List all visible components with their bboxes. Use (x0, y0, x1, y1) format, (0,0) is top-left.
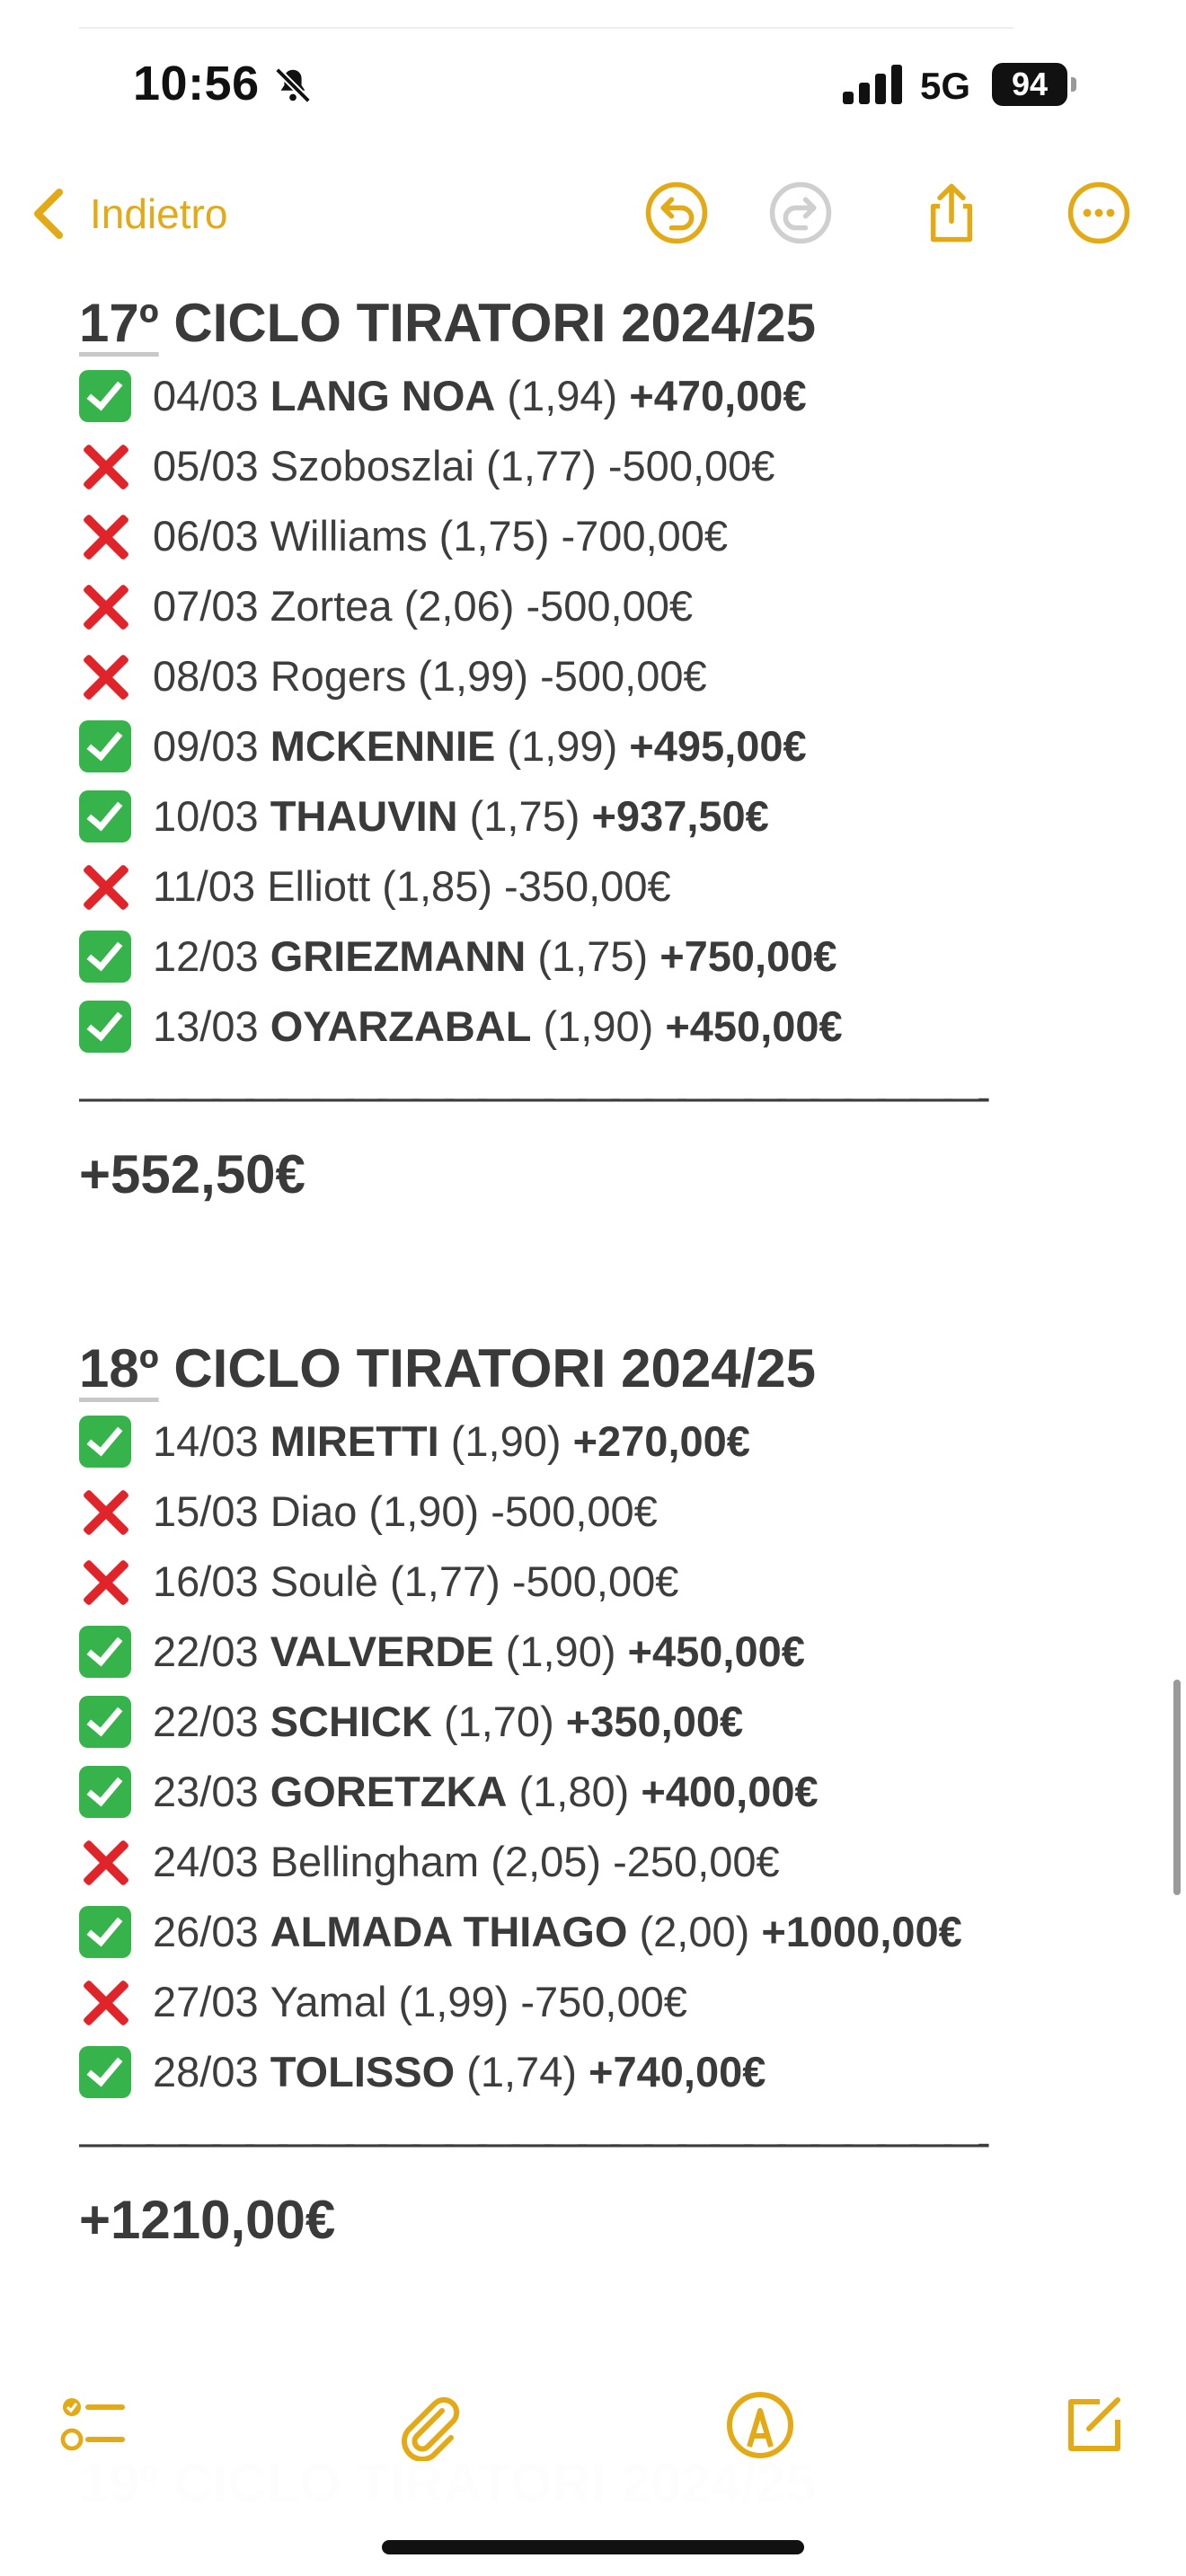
bet-date: 06/03 (153, 512, 259, 560)
silent-bell-icon (272, 65, 314, 106)
cycle-divider: ———————————————————————————- (79, 1072, 982, 1120)
check-mark-icon (79, 1416, 131, 1468)
chevron-left-icon (32, 187, 65, 241)
bet-odds: (1,90) (368, 1487, 480, 1535)
status-time: 10:56 (133, 57, 260, 110)
bet-entry-row (79, 922, 1139, 992)
bet-date: 27/03 (153, 1978, 259, 2025)
navigation-bar (0, 171, 1186, 251)
check-mark-icon (79, 931, 131, 983)
bet-entry-row (79, 1687, 1139, 1757)
bet-entry-row (79, 1407, 1139, 1477)
bet-entry-row (79, 711, 1139, 781)
bet-date: 12/03 (153, 932, 259, 980)
bet-odds: (1,70) (443, 1698, 554, 1745)
bet-date: 22/03 (153, 1628, 259, 1675)
bet-player: GORETZKA (270, 1768, 508, 1815)
cross-mark-icon (79, 440, 131, 492)
bet-date: 05/03 (153, 442, 259, 490)
note-body[interactable] (79, 286, 1139, 2263)
undo-icon[interactable] (643, 180, 710, 246)
bet-entry-row (79, 1827, 1139, 1897)
bet-date: 10/03 (153, 792, 259, 840)
bet-date: 08/03 (153, 652, 259, 700)
bet-date: 22/03 (153, 1698, 259, 1745)
attachment-icon[interactable] (392, 2389, 464, 2461)
bet-player: Williams (270, 512, 428, 560)
cross-mark-icon (79, 1556, 131, 1608)
bet-odds: (1,80) (518, 1768, 630, 1815)
bet-odds: (1,99) (418, 652, 529, 700)
check-mark-icon (79, 2046, 131, 2098)
cross-mark-icon (79, 1486, 131, 1538)
bet-player: VALVERDE (270, 1628, 494, 1675)
bet-odds: (2,00) (639, 1908, 750, 1955)
home-indicator[interactable] (382, 2540, 804, 2554)
bet-result: +400,00€ (641, 1768, 819, 1815)
bet-result: -700,00€ (561, 512, 729, 560)
status-bar (0, 0, 1186, 171)
bet-entry-row (79, 992, 1139, 1062)
bet-result: -500,00€ (540, 652, 707, 700)
bet-result: +450,00€ (627, 1628, 805, 1675)
bet-odds: (1,94) (507, 372, 618, 419)
bet-date: 04/03 (153, 372, 259, 419)
bet-player: TOLISSO (270, 2048, 456, 2095)
bet-odds: (1,90) (450, 1417, 562, 1465)
bet-result: -750,00€ (520, 1978, 687, 2025)
bet-odds: (1,75) (537, 932, 649, 980)
bet-result: +740,00€ (589, 2048, 766, 2095)
scrolled-content-edge (79, 27, 1013, 29)
bet-result: -500,00€ (491, 1487, 658, 1535)
cross-mark-icon (79, 1836, 131, 1888)
bet-player: SCHICK (270, 1698, 432, 1745)
bet-player: Diao (270, 1487, 358, 1535)
share-icon[interactable] (918, 180, 985, 246)
bet-player: MCKENNIE (270, 722, 496, 770)
bet-odds: (2,05) (491, 1838, 602, 1885)
bet-date: 09/03 (153, 722, 259, 770)
bet-result: +470,00€ (629, 372, 807, 419)
cycle-divider: ———————————————————————————- (79, 2118, 982, 2166)
network-type: 5G (920, 65, 971, 107)
check-mark-icon (79, 370, 131, 422)
cross-mark-icon (79, 580, 131, 632)
check-mark-icon (79, 720, 131, 772)
bet-entry-row (79, 1547, 1139, 1617)
bet-entry-row (79, 851, 1139, 922)
bet-date: 11/03 (153, 862, 256, 910)
markup-pen-icon[interactable] (724, 2389, 796, 2461)
check-mark-icon (79, 1906, 131, 1958)
bet-result: -250,00€ (613, 1838, 780, 1885)
cross-mark-icon (79, 1976, 131, 2028)
bet-player: LANG NOA (270, 372, 496, 419)
bet-entry-row (79, 1477, 1139, 1547)
bet-date: 23/03 (153, 1768, 259, 1815)
back-button[interactable] (32, 187, 227, 241)
bet-result: -500,00€ (607, 442, 775, 490)
bet-entry-row (79, 2037, 1139, 2107)
bet-date: 14/03 (153, 1417, 259, 1465)
bet-result: +350,00€ (565, 1698, 744, 1745)
bet-odds: (1,99) (398, 1978, 509, 2025)
cross-mark-icon (79, 510, 131, 562)
cycle-total: +552,50€ (79, 1144, 305, 1204)
bet-odds: (2,06) (403, 582, 515, 630)
bet-entry-row (79, 1897, 1139, 1967)
battery-nub (1071, 77, 1076, 92)
bet-result: +937,50€ (591, 792, 769, 840)
cross-mark-icon (79, 860, 131, 913)
bet-player: GRIEZMANN (270, 932, 527, 980)
bet-entry-row (79, 361, 1139, 431)
back-label: Indietro (90, 190, 228, 237)
check-mark-icon (79, 1626, 131, 1678)
bet-odds: (1,74) (466, 2048, 577, 2095)
bet-player: OYARZABAL (270, 1002, 532, 1050)
redo-icon[interactable] (767, 180, 834, 246)
bet-odds: (1,90) (505, 1628, 616, 1675)
bet-odds: (1,85) (382, 862, 492, 910)
bet-player: Rogers (270, 652, 407, 700)
bet-entry-row (79, 1757, 1139, 1827)
bet-player: Elliott (267, 862, 371, 910)
check-mark-icon (79, 1001, 131, 1053)
cycle-heading (79, 286, 1139, 361)
bet-player: MIRETTI (270, 1417, 439, 1465)
bet-player: ALMADA THIAGO (270, 1908, 628, 1955)
bet-date: 24/03 (153, 1838, 259, 1885)
bet-player: Szoboszlai (270, 442, 474, 490)
scroll-indicator[interactable] (1173, 1680, 1181, 1895)
checklist-icon[interactable] (58, 2389, 129, 2461)
bet-date: 28/03 (153, 2048, 259, 2095)
bet-odds: (1,77) (486, 442, 597, 490)
bet-entry-row (79, 1617, 1139, 1687)
check-mark-icon (79, 1766, 131, 1818)
bet-result: +450,00€ (665, 1002, 843, 1050)
check-mark-icon (79, 790, 131, 842)
bet-player: Bellingham (270, 1838, 480, 1885)
bet-player: Zortea (270, 582, 393, 630)
bet-odds: (1,99) (507, 722, 618, 770)
check-mark-icon (79, 1696, 131, 1748)
bet-result: -350,00€ (504, 862, 671, 910)
cycle-number: 18º (79, 1338, 159, 1398)
bet-entry-row (79, 571, 1139, 641)
cycle-title: CICLO TIRATORI 2024/25 (158, 1338, 816, 1398)
bet-player: Yamal (270, 1978, 387, 2025)
bet-result: +495,00€ (629, 722, 807, 770)
bet-entry-row (79, 1967, 1139, 2037)
bet-odds: (1,75) (438, 512, 550, 560)
bet-date: 16/03 (153, 1557, 259, 1605)
cross-mark-icon (79, 650, 131, 702)
cycle-title: CICLO TIRATORI 2024/25 (158, 293, 816, 353)
bet-result: -500,00€ (511, 1557, 679, 1605)
bet-entry-row (79, 781, 1139, 851)
bet-result: +270,00€ (572, 1417, 750, 1465)
compose-icon[interactable] (1057, 2389, 1128, 2461)
bet-entry-row (79, 501, 1139, 571)
bet-result: +750,00€ (659, 932, 837, 980)
bet-date: 13/03 (153, 1002, 259, 1050)
bottom-toolbar (0, 2371, 1186, 2479)
blank-line (79, 1218, 1139, 1331)
cycle-heading (79, 1331, 1139, 1407)
bet-player: THAUVIN (270, 792, 458, 840)
bet-date: 15/03 (153, 1487, 259, 1535)
bet-result: -500,00€ (526, 582, 693, 630)
bet-odds: (1,77) (389, 1557, 500, 1605)
bet-player: Soulè (270, 1557, 378, 1605)
bet-date: 07/03 (153, 582, 259, 630)
cellular-signal-icon (843, 65, 904, 104)
bet-odds: (1,90) (543, 1002, 654, 1050)
battery-icon: 94 (992, 63, 1067, 106)
bet-entry-row (79, 641, 1139, 711)
bet-entry-row (79, 431, 1139, 501)
bet-odds: (1,75) (469, 792, 580, 840)
bet-result: +1000,00€ (761, 1908, 962, 1955)
cycle-total: +1210,00€ (79, 2190, 336, 2250)
more-options-icon[interactable] (1066, 180, 1132, 246)
bet-date: 26/03 (153, 1908, 259, 1955)
cycle-number: 17º (79, 293, 159, 353)
